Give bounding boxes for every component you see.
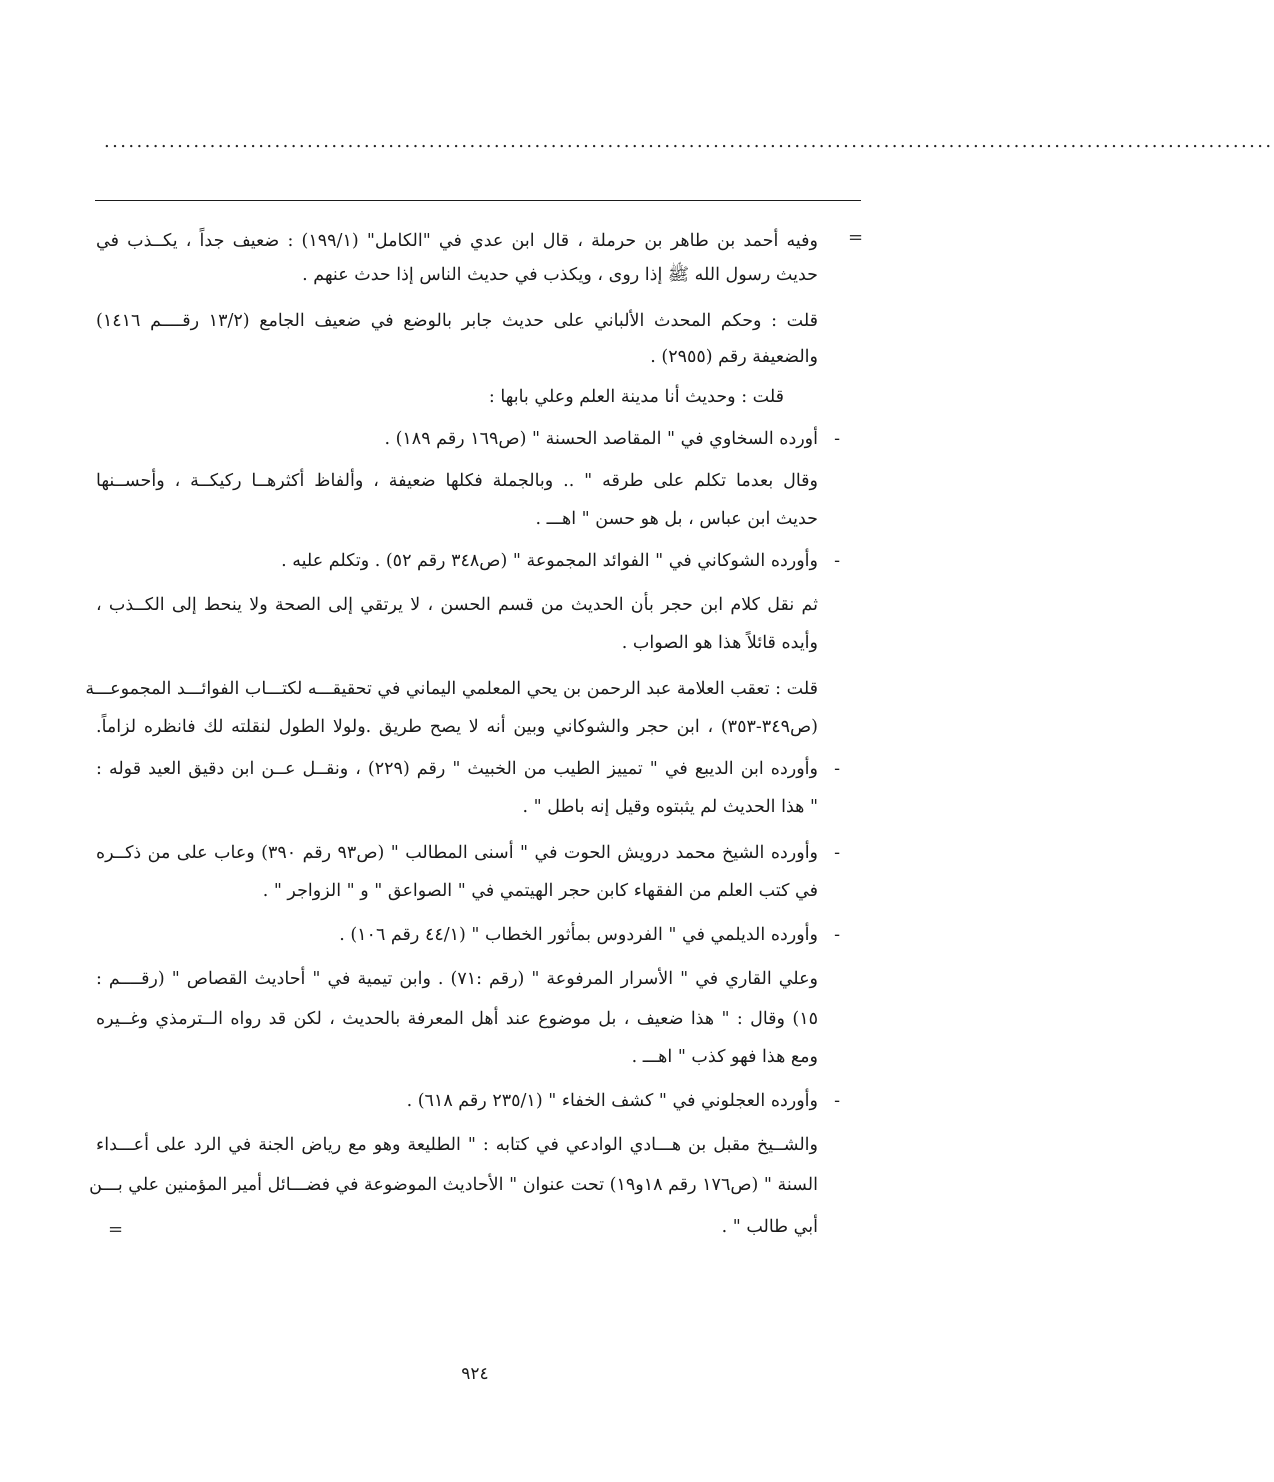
text-line: في كتب العلم من الفقهاء كابن حجر الهيتمي في " الصواعق " و " الزواجر " . xyxy=(262,881,818,901)
text-line: قلت : تعقب العلامة عبد الرحمن بن يحي المعلمي اليماني في تحقيقـــه لكتـــاب الفوائـــد المجموعـــة xyxy=(85,679,818,699)
text-line: ومع هذا فهو كذب " اهـــ . xyxy=(631,1047,818,1067)
text-line: السنة " (ص١٧٦ رقم ١٨و١٩) تحت عنوان " الأحاديث الموضوعة في فضـــائل أمير المؤمنين علي بـــن xyxy=(89,1175,818,1195)
list-item-text: أورده السخاوي في " المقاصد الحسنة " (ص١٦٩ رقم ١٨٩) . xyxy=(384,429,818,449)
text-line: حديث رسول الله ﷺ إذا روى ، ويكذب في حديث الناس إذا حدث عنهم . xyxy=(302,265,818,285)
list-bullet: - xyxy=(834,925,840,945)
list-item-text: وأورده العجلوني في " كشف الخفاء " (٢٣٥/١ رقم ٦١٨) . xyxy=(406,1091,818,1111)
text-line: قلت : وحكم المحدث الألباني على حديث جابر بالوضع في ضعيف الجامع (١٣/٢ رقــــم ١٤١٦) xyxy=(96,311,818,331)
list-item-text: وأورده ابن الديبع في " تمييز الطيب من الخبيث " رقم (٢٢٩) ، ونقــل عــن ابن دقيق العيد قوله : xyxy=(96,759,818,779)
list-item-text: وأورده الشوكاني في " الفوائد المجموعة " (ص٣٤٨ رقم ٥٢) . وتكلم عليه . xyxy=(281,551,818,571)
text-line: والشــيخ مقبل بن هـــادي الوادعي في كتابه : " الطليعة وهو مع رياض الجنة في الرد على أعـــداء xyxy=(96,1135,818,1155)
text-line: والضعيفة رقم (٢٩٥٥) . xyxy=(650,347,818,367)
list-item xyxy=(407,1086,818,1116)
list-item xyxy=(339,920,818,950)
list-bullet: - xyxy=(834,551,840,571)
page-number: ٩٢٤ xyxy=(461,1364,489,1384)
text-line: حديث ابن عباس ، بل هو حسن " اهـــ . xyxy=(535,509,818,529)
text-line: قلت : وحديث أنا مدينة العلم وعلي بابها : xyxy=(488,387,784,407)
text-line: (ص٣٤٩-٣٥٣) ، ابن حجر والشوكاني وبين أنه لا يصح طريق .ولولا الطول لنقلته لك فانظره لزاماً. xyxy=(96,717,818,737)
text-line: ثم نقل كلام ابن حجر بأن الحديث من قسم الحسن ، لا يرتقي إلى الصحة ولا ينحط إلى الكــذب ، xyxy=(96,595,818,615)
list-item xyxy=(384,424,818,454)
text-line: وقال بعدما تكلم على طرقه " .. وبالجملة فكلها ضعيفة ، وألفاظ أكثرهــا ركيكــة ، وأحســنها xyxy=(96,471,818,491)
list-bullet: - xyxy=(834,759,840,779)
text-line: وفيه أحمد بن طاهر بن حرملة ، قال ابن عدي في "الكامل" (١٩٩/١) : ضعيف جداً ، يكــذب في xyxy=(96,231,818,251)
list-item-text: وأورده الشيخ محمد درويش الحوت في " أسنى المطالب " (ص٩٣ رقم ٣٩٠) وعاب على من ذكــره xyxy=(96,843,819,863)
footnote-rule xyxy=(95,200,861,201)
text-line: " هذا الحديث لم يثبتوه وقيل إنه باطل " . xyxy=(522,797,818,817)
continuation-mark-top: = xyxy=(848,227,864,248)
list-item xyxy=(96,838,818,868)
text-line: ١٥) وقال : " هذا ضعيف ، بل موضوع عند أهل المعرفة بالحديث ، لكن قد رواه الــترمذي وغــيره xyxy=(96,1009,818,1029)
continuation-mark-bottom: = xyxy=(108,1219,124,1240)
list-bullet: - xyxy=(834,1091,840,1111)
text-line: وأيده قائلاً هذا هو الصواب . xyxy=(621,633,818,653)
list-item-text: وأورده الديلمي في " الفردوس بمأثور الخطاب " (٤٤/١ رقم ١٠٦) . xyxy=(339,925,818,945)
dotted-separator: ................................................................................................................................................ xyxy=(104,131,1274,152)
text-line: وعلي القاري في " الأسرار المرفوعة " (رقم :٧١) . وابن تيمية في " أحاديث القصاص " (رقــــم : xyxy=(96,969,818,989)
list-item xyxy=(96,754,818,784)
list-bullet: - xyxy=(834,843,840,863)
list-item xyxy=(281,546,818,576)
list-bullet: - xyxy=(834,429,840,449)
text-line: أبي طالب " . xyxy=(721,1217,818,1237)
